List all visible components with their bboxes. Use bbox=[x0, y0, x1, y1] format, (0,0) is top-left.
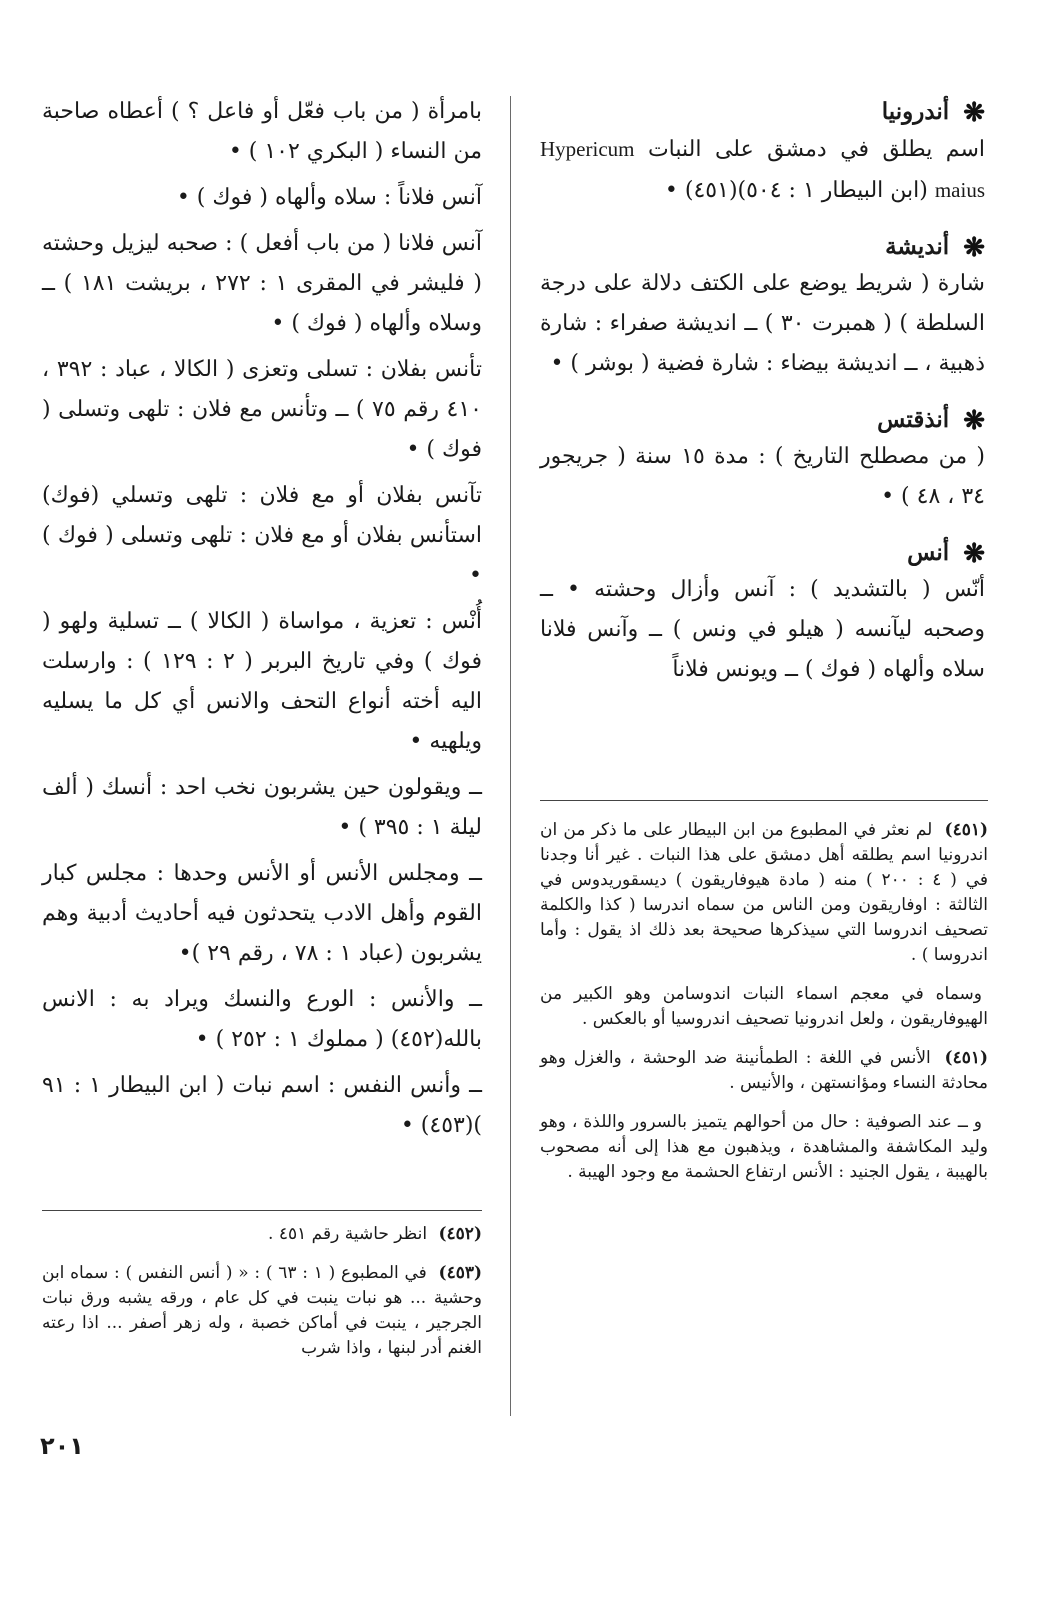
entry-headword: ❋أنس bbox=[907, 539, 985, 569]
entry-andhaqtis bbox=[540, 404, 985, 517]
entry-andruniya bbox=[540, 96, 985, 211]
asterisk-icon: ❋ bbox=[963, 98, 985, 128]
paragraph: بامرأة ( من باب فعّل أو فاعل ؟ ) أعطاه صاحبة من النساء ( البكري ١٠٢ ) • bbox=[42, 99, 482, 164]
footnote-number: (٤٥٣) bbox=[438, 1263, 483, 1283]
footnote bbox=[42, 1261, 482, 1361]
footnote-divider-right bbox=[540, 800, 988, 801]
right-column bbox=[540, 96, 985, 710]
entry-headword: ❋أنديشة bbox=[885, 233, 985, 263]
paragraph: تآنس بفلان أو مع فلان : تلهى وتسلي (فوك) استأنس بفلان أو مع فلان : تلهى وتسلى ( فوك ) • bbox=[42, 483, 482, 588]
entry-body: اسم يطلق في دمشق على النبات Hypericum maius (ابن البيطار ١ : ٥٠٤)(٤٥١) • bbox=[540, 137, 985, 203]
paragraph: تأنس بفلان : تسلى وتعزى ( الكالا ، عباد : ٣٩٢ ، ٤١٠ رقم ٧٥ ) ــ وتأنس مع فلان : تلهى وتسلى ( فوك ) • bbox=[42, 357, 482, 462]
asterisk-icon: ❋ bbox=[963, 233, 985, 263]
footnote-text: الأنس في اللغة : الطمأنينة ضد الوحشة ، والغزل وهو محادثة النساء ومؤانستهن ، والأنيس . bbox=[540, 1048, 988, 1093]
page-number: ٢٠١ bbox=[40, 1432, 84, 1460]
entry-body: شارة ( شريط يوضع على الكتف دلالة على درجة السلطة ) ( همبرت ٣٠ ) ــ انديشة صفراء : شارة ذهبية ، ــ انديشة بيضاء : شارة فضية ( بوشر ) • bbox=[540, 271, 986, 376]
footnote-text: انظر حاشية رقم ٤٥١ . bbox=[268, 1224, 428, 1244]
footnote-number: (٤٥٢) bbox=[438, 1224, 482, 1244]
left-footnotes bbox=[42, 1222, 482, 1375]
footnote bbox=[540, 982, 988, 1032]
right-footnotes bbox=[540, 818, 988, 1199]
left-column bbox=[42, 92, 482, 1150]
paragraph: ــ وأنس النفس : اسم نبات ( ابن البيطار ١ : ٩١ )(٤٥٣) • bbox=[42, 1073, 482, 1138]
paragraph: ــ ويقولون حين يشربون نخب احد : أنسك ( ألف ليلة ١ : ٣٩٥ ) • bbox=[42, 775, 482, 840]
footnote-number: (٤٥١) bbox=[944, 820, 989, 840]
entry-andisha bbox=[540, 231, 985, 384]
footnote-text: في المطبوع ( ١ : ٦٣ ) : « ( أنس النفس ) : سماه ابن وحشية ... هو نبات ينبت في كل عام ، ورقه يشبه ورق نبات الجرجير ، ينبت في أماكن خصبة ، وله زهر أصفر ... اذا رعته الغنم أدر لبنها ، واذا شرب bbox=[42, 1263, 482, 1358]
footnote-number: (٤٥١) bbox=[944, 1048, 989, 1068]
column-divider bbox=[510, 96, 511, 1416]
footnote bbox=[540, 818, 988, 968]
footnote-text: لم نعثر في المطبوع من ابن البيطار على ما ذكر من ان اندرونيا اسم يطلقه أهل دمشق على هذا النبات . غير أنا وجدنا في ( ٤ : ٢٠٠ ) منه ( مادة هيوفاريقون ) ديسقوريدوس في الثالثة : اوفاريقون ومن الناس من سماه اندرسا ( كذا والكلمة تصحيف اندروسا التي سيذكرها صحيحة بعد ذلك اذ يقول : وأما اندروسا ) . bbox=[540, 820, 988, 965]
entry-headword: ❋أنذقتس bbox=[877, 406, 985, 436]
paragraph: أُنْس : تعزية ، مواساة ( الكالا ) ــ تسلية ولهو ( فوك ) وفي تاريخ البربر ( ٢ : ١٢٩ ) : وارسلت اليه أخته أنواع التحف والانس أي كل ما يسليه ويلهيه • bbox=[42, 609, 483, 754]
footnote-text: و ــ عند الصوفية : حال من أحوالهم يتميز بالسرور واللذة ، وهو وليد المكاشفة والمشاهدة ، ويذهبون مع هذا إلى أنه مصحوب بالهيبة ، يقول الجنيد : الأنس ارتفاع الحشمة مع وجود الهيبة . bbox=[540, 1112, 988, 1182]
asterisk-icon: ❋ bbox=[963, 539, 985, 569]
entry-body: ( من مصطلح التاريخ ) : مدة ١٥ سنة ( جريجور ٣٤ ، ٤٨ ) • bbox=[540, 444, 985, 509]
entry-headword: ❋أندرونيا bbox=[881, 98, 985, 128]
footnote bbox=[42, 1222, 482, 1247]
latin-term: Hypericum maius bbox=[540, 137, 985, 202]
footnote-divider-left bbox=[42, 1210, 482, 1211]
paragraph: آنس فلاناً : سلاه وألهاه ( فوك ) • bbox=[176, 185, 482, 210]
footnote bbox=[540, 1046, 988, 1096]
paragraph: ــ ومجلس الأنس أو الأنس وحدها : مجلس كبار القوم وأهل الادب يتحدثون فيه أحاديث أدبية وهم يشربون (عباد ١ : ٧٨ ، رقم ٢٩ )• bbox=[42, 861, 482, 966]
footnote-text: وسماه في معجم اسماء النبات اندوسامن وهو الكبير من الهيوفاريقون ، ولعل اندرونيا تصحيف اندروسيا أو بالعكس . bbox=[540, 984, 988, 1029]
asterisk-icon: ❋ bbox=[963, 406, 985, 436]
paragraph: آنس فلانا ( من باب أفعل ) : صحبه ليزيل وحشته ( فليشر في المقرى ١ : ٢٧٢ ، بريشت ١٨١ ) ــ وسلاه وألهاه ( فوك ) • bbox=[42, 231, 482, 336]
entry-body: أنّس ( بالتشديد ) : آنس وأزال وحشته • ــ وصحبه ليآنسه ( هيلو في ونس ) ــ وآنس فلانا سلاه وألهاه ( فوك ) ــ ويونس فلاناً bbox=[540, 577, 985, 682]
entry-anisa bbox=[540, 537, 985, 690]
paragraph: ــ والأنس : الورع والنسك ويراد به : الانس بالله(٤٥٢) ( مملوك ١ : ٢٥٢ ) • bbox=[42, 987, 482, 1052]
footnote bbox=[540, 1110, 988, 1185]
